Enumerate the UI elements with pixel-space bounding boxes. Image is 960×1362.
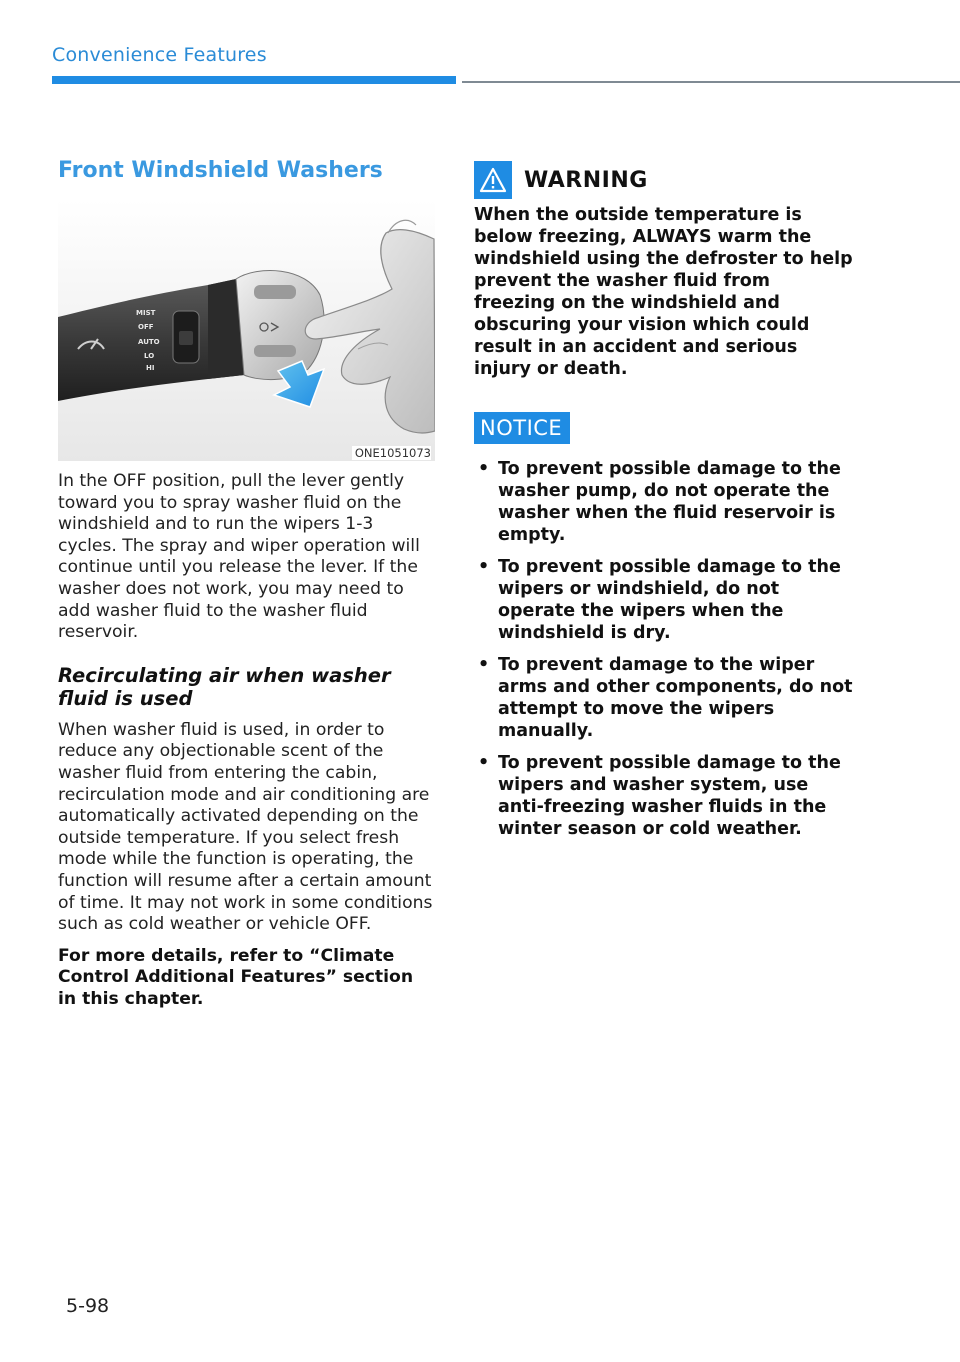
label-hi: HI <box>146 364 155 372</box>
header-accent-bar <box>52 76 456 84</box>
recirculation-description: When washer fluid is used, in order to reduce any objectionable scent of the washer fluid from entering the cabin, recirculation mode and air conditioning are automatically activated depending on the outside temperature. If you select fresh mode while the function is operating, the function will resume after a certain amount of time. It may not work in some conditions such as cold weather or vehicle OFF. <box>58 719 433 935</box>
subheading-recirculating-air: Recirculating air when washer fluid is used <box>58 663 391 710</box>
figure-code: ONE1051073 <box>352 446 431 460</box>
warning-header <box>474 160 854 200</box>
reference-note: For more details, refer to “Climate Control Additional Features” section in this chapter. <box>58 945 414 1009</box>
wiper-lever-figure <box>58 199 435 461</box>
header-rule <box>462 81 960 83</box>
right-column <box>474 160 854 850</box>
list-item: • To prevent possible damage to the washer pump, do not operate the washer when the fluid reservoir is empty. <box>478 459 841 545</box>
warning-label: WARNING <box>524 167 648 193</box>
label-off: OFF <box>138 323 154 331</box>
washer-instructions: In the OFF position, pull the lever gently toward you to spray washer fluid on the windshield and to run the wipers 1-3 cycles. The spray and wiper operation will continue until you release the lever. If the washer does not work, you may need to add washer fluid to the washer fluid reservoir. <box>58 471 420 643</box>
list-item: • To prevent possible damage to the wipers and washer system, use anti-freezing washer fluids in the winter season or cold weather. <box>478 753 841 839</box>
wiper-lever-illustration <box>58 199 435 461</box>
section-title: Front Windshield Washers <box>58 158 383 183</box>
label-mist: MIST <box>136 309 156 317</box>
label-auto: AUTO <box>138 338 160 346</box>
warning-icon <box>474 161 512 199</box>
chapter-title: Convenience Features <box>52 44 267 66</box>
list-item: • To prevent possible damage to the wipers or windshield, do not operate the wipers when the windshield is dry. <box>478 557 841 643</box>
left-column <box>58 158 436 1010</box>
notice-list <box>474 458 854 840</box>
label-lo: LO <box>144 352 155 360</box>
page-number: 5-98 <box>66 1295 110 1317</box>
notice-badge: NOTICE <box>474 412 570 444</box>
list-item: • To prevent damage to the wiper arms and other components, do not attempt to move the wipers manually. <box>478 655 853 741</box>
warning-text: When the outside temperature is below freezing, ALWAYS warm the windshield using the defroster to help prevent the washer fluid from freezing on the windshield and obscuring your vision which could result in an accident and serious injury or death. <box>474 205 853 379</box>
